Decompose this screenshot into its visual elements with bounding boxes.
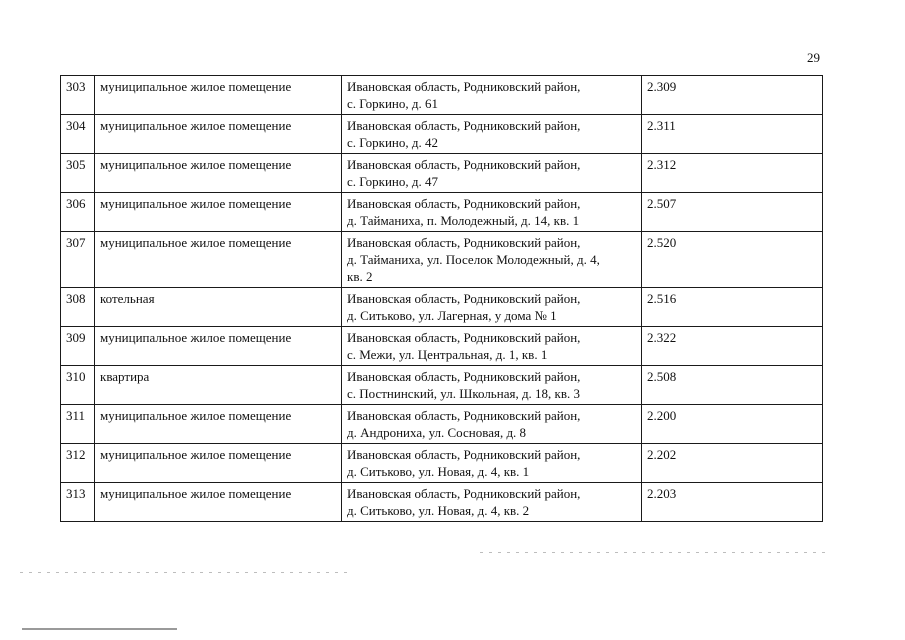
- address-line: Ивановская область, Родниковский район,: [347, 118, 581, 133]
- table-row: [61, 288, 823, 327]
- row-number-cell: 307: [61, 232, 95, 288]
- object-name-cell: квартира: [95, 366, 342, 405]
- row-number-cell: 311: [61, 405, 95, 444]
- address-line: Ивановская область, Родниковский район,: [347, 235, 581, 250]
- address-cell: [342, 154, 642, 193]
- address-cell: [342, 288, 642, 327]
- row-number-cell: 304: [61, 115, 95, 154]
- registry-code-cell: 2.508: [642, 366, 823, 405]
- row-number-cell: 310: [61, 366, 95, 405]
- registry-code-cell: 2.200: [642, 405, 823, 444]
- table-body: [61, 76, 823, 522]
- property-registry-table: [60, 75, 823, 522]
- address-line: д. Тайманиха, ул. Поселок Молодежный, д. 4,: [347, 252, 600, 267]
- page-number: 29: [807, 50, 820, 65]
- registry-code-cell: 2.520: [642, 232, 823, 288]
- table-row: [61, 154, 823, 193]
- registry-code-cell: 2.312: [642, 154, 823, 193]
- row-number-cell: 306: [61, 193, 95, 232]
- registry-code-cell: 2.516: [642, 288, 823, 327]
- address-cell: [342, 444, 642, 483]
- address-line: с. Горкино, д. 47: [347, 174, 438, 189]
- address-line: кв. 2: [347, 269, 373, 284]
- address-line: Ивановская область, Родниковский район,: [347, 196, 581, 211]
- row-number-cell: 312: [61, 444, 95, 483]
- address-line: Ивановская область, Родниковский район,: [347, 330, 581, 345]
- address-cell: [342, 232, 642, 288]
- object-name-cell: муниципальное жилое помещение: [95, 444, 342, 483]
- address-cell: [342, 405, 642, 444]
- address-line: д. Андрониха, ул. Сосновая, д. 8: [347, 425, 527, 440]
- row-number-cell: 303: [61, 76, 95, 115]
- address-cell: [342, 76, 642, 115]
- scan-artifact-bar: [22, 628, 177, 630]
- scan-artifact-line: [480, 552, 825, 553]
- object-name-cell: муниципальное жилое помещение: [95, 232, 342, 288]
- object-name-cell: муниципальное жилое помещение: [95, 327, 342, 366]
- address-cell: [342, 327, 642, 366]
- row-number-cell: 305: [61, 154, 95, 193]
- table-row: [61, 444, 823, 483]
- object-name-cell: муниципальное жилое помещение: [95, 483, 342, 522]
- registry-code-cell: 2.309: [642, 76, 823, 115]
- address-line: с. Горкино, д. 61: [347, 96, 438, 111]
- address-line: д. Ситьково, ул. Новая, д. 4, кв. 2: [347, 503, 530, 518]
- table-row: [61, 405, 823, 444]
- registry-code-cell: 2.203: [642, 483, 823, 522]
- table-row: [61, 327, 823, 366]
- registry-code-cell: 2.311: [642, 115, 823, 154]
- row-number-cell: 308: [61, 288, 95, 327]
- address-line: с. Постнинский, ул. Школьная, д. 18, кв. 3: [347, 386, 581, 401]
- address-cell: [342, 193, 642, 232]
- object-name-cell: котельная: [95, 288, 342, 327]
- address-line: Ивановская область, Родниковский район,: [347, 447, 581, 462]
- address-line: Ивановская область, Родниковский район,: [347, 79, 581, 94]
- table-row: [61, 232, 823, 288]
- address-line: д. Ситьково, ул. Лагерная, у дома № 1: [347, 308, 557, 323]
- table-row: [61, 483, 823, 522]
- address-cell: [342, 115, 642, 154]
- address-line: д. Тайманиха, п. Молодежный, д. 14, кв. 1: [347, 213, 580, 228]
- address-cell: [342, 366, 642, 405]
- registry-code-cell: 2.322: [642, 327, 823, 366]
- address-line: д. Ситьково, ул. Новая, д. 4, кв. 1: [347, 464, 530, 479]
- registry-code-cell: 2.202: [642, 444, 823, 483]
- table-row: [61, 115, 823, 154]
- row-number-cell: 313: [61, 483, 95, 522]
- address-line: Ивановская область, Родниковский район,: [347, 369, 581, 384]
- registry-code-cell: 2.507: [642, 193, 823, 232]
- address-cell: [342, 483, 642, 522]
- address-line: с. Горкино, д. 42: [347, 135, 438, 150]
- scan-artifact-line: [20, 572, 350, 573]
- table-row: [61, 193, 823, 232]
- address-line: Ивановская область, Родниковский район,: [347, 486, 581, 501]
- object-name-cell: муниципальное жилое помещение: [95, 76, 342, 115]
- row-number-cell: 309: [61, 327, 95, 366]
- table-row: [61, 366, 823, 405]
- object-name-cell: муниципальное жилое помещение: [95, 154, 342, 193]
- object-name-cell: муниципальное жилое помещение: [95, 405, 342, 444]
- object-name-cell: муниципальное жилое помещение: [95, 115, 342, 154]
- address-line: Ивановская область, Родниковский район,: [347, 291, 581, 306]
- address-line: Ивановская область, Родниковский район,: [347, 157, 581, 172]
- object-name-cell: муниципальное жилое помещение: [95, 193, 342, 232]
- table-row: [61, 76, 823, 115]
- address-line: с. Межи, ул. Центральная, д. 1, кв. 1: [347, 347, 548, 362]
- address-line: Ивановская область, Родниковский район,: [347, 408, 581, 423]
